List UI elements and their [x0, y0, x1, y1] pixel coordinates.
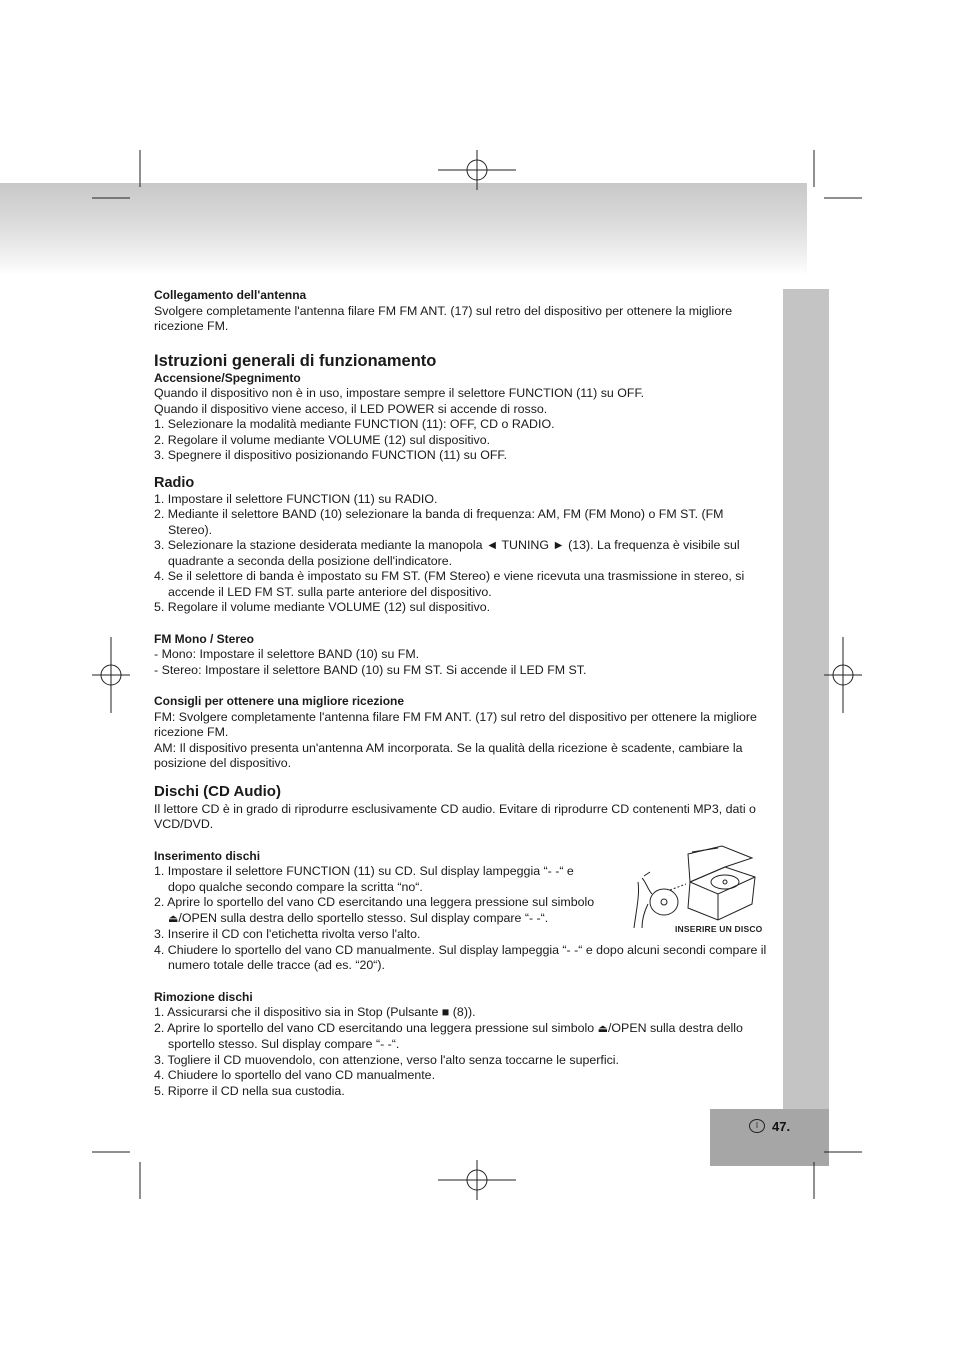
remove-step1-text: 1. Assicurarsi che il dispositivo sia in Stop (Pulsante — [154, 1005, 442, 1019]
power-step: 3. Spegnere il dispositivo posizionando FUNCTION (11) su OFF. — [154, 448, 508, 462]
reception-fm: FM: Svolgere completamente l'antenna filare FM FM ANT. (17) sul retro del dispositivo per ottenere la migliore ricezione FM. — [154, 709, 757, 739]
radio-step: 5. Regolare il volume mediante VOLUME (12) sul dispositivo. — [154, 600, 491, 614]
power-step: 1. Selezionare la modalità mediante FUNCTION (11): OFF, CD o RADIO. — [154, 417, 555, 431]
insert-heading: Inserimento dischi — [154, 848, 261, 863]
fm-mode-heading: FM Mono / Stereo — [154, 631, 254, 646]
radio-step: 4. Se il selettore di banda è impostato su FM ST. (FM Stereo) e viene ricevuta una trasmissione in stereo, si accende il LED FM ST. sulla parte anteriore del dispositivo. — [154, 569, 745, 599]
remove-step: 5. Riporre il CD nella sua custodia. — [154, 1083, 345, 1098]
fm-mode-line: - Mono: Impostare il selettore BAND (10) su FM. — [154, 647, 420, 661]
radio-step: 3. Selezionare la stazione desiderata mediante la manopola ◄ TUNING ► (13). La frequenza è visibile sul quadrante a seconda della posizione dell'indicatore. — [154, 538, 740, 568]
power-heading: Accensione/Spegnimento — [154, 370, 301, 385]
general-title: Istruzioni generali di funzionamento — [154, 351, 437, 370]
antenna-text: Svolgere completamente l'antenna filare FM FM ANT. (17) sul retro del dispositivo per ottenere la migliore ricezione FM. — [154, 303, 733, 333]
cd-title: Dischi (CD Audio) — [154, 782, 281, 800]
remove-step2-text-end: /OPEN sulla destra dello sportello stesso. Sul display compare “- -“. — [168, 1020, 743, 1051]
eject-icon: ⏏ — [597, 1022, 608, 1035]
insert-step: 3. Inserire il CD con l'etichetta rivolta verso l'alto. — [154, 927, 421, 941]
power-line: Quando il dispositivo viene acceso, il LED POWER si accende di rosso. — [154, 401, 548, 416]
insert-step2-text-end: /OPEN sulla destra dello sportello stesso. Sul display compare “- -“. — [178, 910, 549, 925]
power-line: Quando il dispositivo non è in uso, impostare sempre il selettore FUNCTION (11) su OFF. — [154, 386, 645, 400]
cd-intro: Il lettore CD è in grado di riprodurre esclusivamente CD audio. Evitare di riprodurre CD contenenti MP3, dati o VCD/DVD. — [154, 801, 756, 831]
remove-step — [154, 1021, 774, 1053]
stop-icon: ■ — [441, 1005, 450, 1019]
figure-caption: INSERIRE UN DISCO — [675, 924, 763, 934]
remove-step1-text-end: (8)). — [449, 1005, 476, 1019]
insert-step: 1. Impostare il selettore FUNCTION (11) su CD. Sul display lampeggia “- -“ e dopo qualche secondo compare la scritta “no“. — [154, 864, 574, 894]
remove-step: 4. Chiudere lo sportello del vano CD manualmente. — [154, 1068, 436, 1082]
insert-step2-text: 2. Aprire lo sportello del vano CD esercitando una leggera pressione sul simbolo — [154, 895, 595, 909]
remove-heading: Rimozione dischi — [154, 989, 253, 1004]
reception-am: AM: Il dispositivo presenta un'antenna AM incorporata. Se la qualità della ricezione è scadente, cambiare la posizione del dispositivo. — [154, 740, 743, 770]
insert-step: 4. Chiudere lo sportello del vano CD manualmente. Sul display lampeggia “- -“ e dopo alcuni secondi compare il numero totale delle tracce (ad es. “20“). — [154, 942, 767, 972]
fm-mode-line: - Stereo: Impostare il selettore BAND (10) su FM ST. Si accende il LED FM ST. — [154, 662, 587, 677]
insert-disc-illustration — [630, 842, 763, 934]
power-step: 2. Regolare il volume mediante VOLUME (12) sul dispositivo. — [154, 432, 491, 447]
main-content — [154, 288, 774, 1099]
insert-step — [154, 895, 630, 927]
radio-step: 1. Impostare il selettore FUNCTION (11) su RADIO. — [154, 491, 438, 506]
eject-icon: ⏏ — [168, 912, 179, 925]
page-number: 47. — [772, 1119, 791, 1134]
radio-step: 2. Mediante il selettore BAND (10) selezionare la banda di frequenza: AM, FM (FM Mono) o FM ST. (FM Stereo). — [154, 507, 724, 537]
reception-heading: Consigli per ottenere una migliore ricezione — [154, 694, 405, 708]
antenna-heading: Collegamento dell'antenna — [154, 288, 307, 302]
remove-step — [154, 1005, 774, 1021]
remove-step: 3. Togliere il CD muovendolo, con attenzione, verso l'alto senza toccarne le superfici. — [154, 1052, 619, 1067]
remove-step2-text: 2. Aprire lo sportello del vano CD esercitando una leggera pressione sul simbolo — [154, 1020, 598, 1035]
language-indicator: I — [749, 1119, 765, 1133]
radio-heading: Radio — [154, 474, 195, 491]
